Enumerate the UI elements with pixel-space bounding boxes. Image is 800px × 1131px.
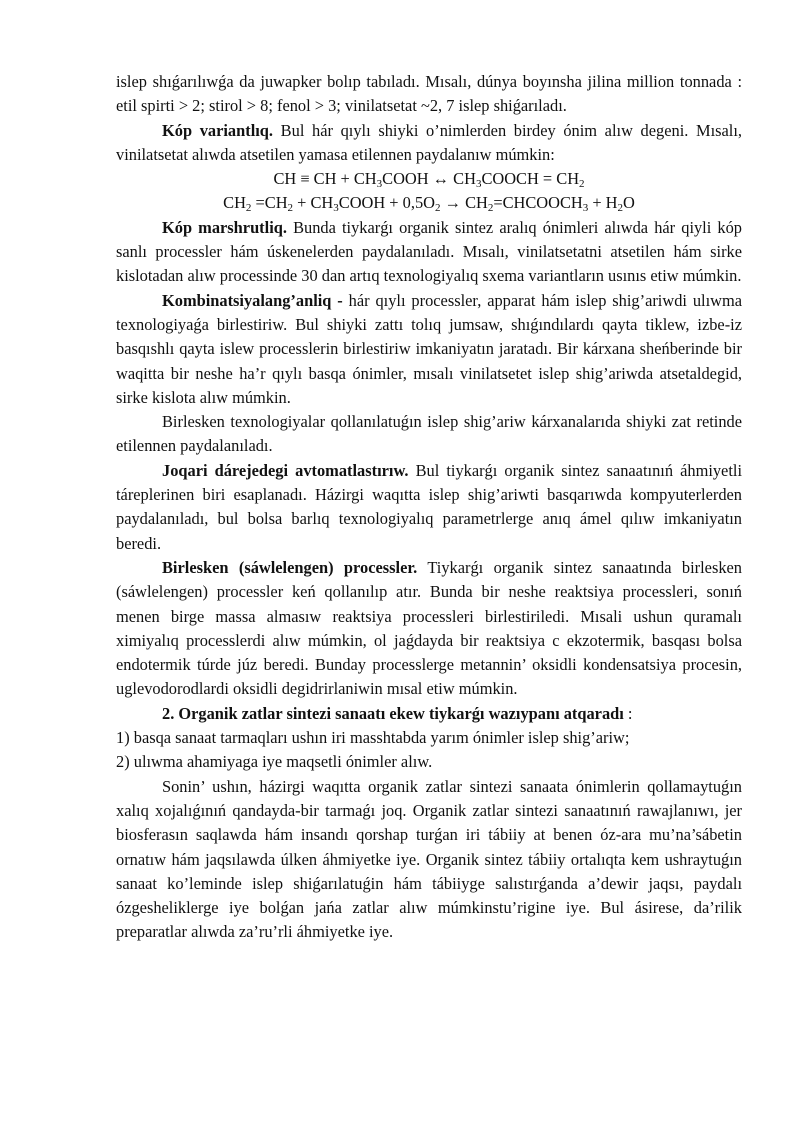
paragraph-combined-technologies: Birlesken texnologiyalar qollanılatuǵın islep shig’ariw kárxanalarıda shiyki zat retinde etilennen paydalanıladı. bbox=[116, 412, 742, 456]
equation-acetylene-route: CH ≡ CH + $CH_3COOH$ ↔ $CH_3COOCH = CH_2$ bbox=[273, 169, 585, 191]
paragraph-multi-variant bbox=[116, 119, 742, 168]
paragraph-combination bbox=[116, 289, 742, 410]
document-page bbox=[116, 70, 742, 945]
paragraph-production-volumes: islep shıǵarılıwǵa da juwapker bolıp tabıladı. Mısalı, dúnya boyınsha jilina million tonnada : etil spirti > 2; stirol > 8; fenol > 3; vinilatsetat ~2, 7 islep shiǵarıladı. bbox=[116, 72, 742, 116]
section-heading-two-tasks: 2. Organik zatlar sintezi sanaatı ekew tiykarǵı wazıypanı atqaradı : bbox=[162, 703, 633, 723]
term-combination: Kombinatsiyalang’anliq - bbox=[162, 290, 343, 310]
paragraph-text: Tiykarǵı organik sintez sanaatında birlesken (sáwlelengen) processler keń qollanılıp atır. Bunda bir neshe reaktsiya processleri, sonıń menen birge massa almasıw reaktsiya processleri birlestiriledi. Mısali ushun quramalı ximiyalıq processlerdi alıw múmkin, ol jaǵdayda bir reaktsiya c ekzotermik, basqası bolsa endotermik túrde júz beredi. Bunday processlerge metannin’ oksidli kondensatsiya procesin, uglevodorodlardi oksidli degidrirlaniwin mısal etiw múmkin. bbox=[116, 557, 742, 699]
term-automation: Joqari dárejedegi avtomatlastırıw. bbox=[162, 460, 409, 480]
paragraph-text: Bul tiykarǵı organik sintez sanaatınıń áhmiyetli táreplerinen biri esaplanadı. Házirgi waqıtta islep shig’ariwti basqarıwda kompyuterlerden paydalanıladı, bul bolsa barlıq texnologiyalıq parametrlerge anıq ámel qılıw imkaniyatın beredi. bbox=[116, 460, 742, 553]
paragraph-combined-processes bbox=[116, 556, 742, 702]
list-item: 1) basqa sanaat tarmaqları ushın iri masshtabda yarım ónimler islep shig’ariw; bbox=[116, 728, 630, 748]
paragraph-conclusion: Sonin’ ushın, házirgi waqıtta organik zatlar sintezi sanaata ónimlerin qollamaytuǵın xalıq xojalıǵınıń qandayda-bir tarmaǵı joq. Organik zatlar sintezi sanaatınıń rawajlanıwı, jer biosferasın saqlawda hám insandı qorshap turǵan iri tábiiy at benen óz-ara mu’na’sábetin ornatıw hám jaqsılawda úlken áhmiyetke iye. Organik sintez tábiiy ortalıqta kem ushraytuǵın sanaat ko’leminde islep shiǵarılatuǵin hám tábiiyge salıstırǵanda a’dewir jaqsı, paydalı ózgesheliklerge iye bolǵan jańa zatlar alıw múmkinstu’rigine iye. Bul ásirese, da’rilik preparatlar alıwda za’ru’rli áhmiyetke iye. bbox=[116, 776, 742, 942]
term-combined-processes: Birlesken (sáwlelengen) processler. bbox=[162, 557, 418, 577]
paragraph-text: hár qıylı processler, apparat hám islep shig’ariwdi ulıwma texnologiyaǵa birlestiriw. Bul shiyki zattı tolıq jumsaw, shıǵındılardı qayta tiklew, izbe-iz basqıshlı qayta islew processlerin birlestiriw imkaniyatın jaratadı. Bir kárxana sheńberinde bir waqitta bir neshe ha’r qıylı basqa ónimler, mısalı vinilatsetet islep shig’ariwda atsetaldegid, sirke kislota alıw múmkin. bbox=[116, 290, 742, 407]
term-multi-route: Kóp marshrutliq. bbox=[162, 217, 287, 237]
list-item: 2) ulıwma ahamiyaga iye maqsetli ónimler alıw. bbox=[116, 752, 433, 772]
paragraph-text: Bul hár qıylı shiyki o’nimlerden birdey ónim alıw degeni. Mısalı, vinilatsetat alıwda atsetilen yamasa etilennen paydalanıw múmkin: bbox=[116, 120, 742, 164]
equation-ethylene-route: $CH_2 =CH_2$ + $CH_3COOH + 0,5O_2$ → $CH_2=CHCOOCH_3 + H_2O$ bbox=[223, 193, 635, 215]
paragraph-multi-route bbox=[116, 216, 742, 289]
section-heading-text: 2. Organik zatlar sintezi sanaatı ekew tiykarǵı wazıypanı atqaradı bbox=[162, 703, 624, 723]
paragraph-automation bbox=[116, 459, 742, 556]
term-multi-variant: Kóp variantlıq. bbox=[162, 120, 274, 140]
paragraph-text: Bunda tiykarǵı organik sintez aralıq ónimleri alıwda hár qiyli kóp sanlı processler hám úskenelerden paydalanıladı. Mısalı, vinilatsetatni atsetilen hám sirke kislotadan alıw processinde 30 dan artıq texnologiyalıq sxema variantların usınıs etiw múmkin. bbox=[116, 217, 742, 286]
